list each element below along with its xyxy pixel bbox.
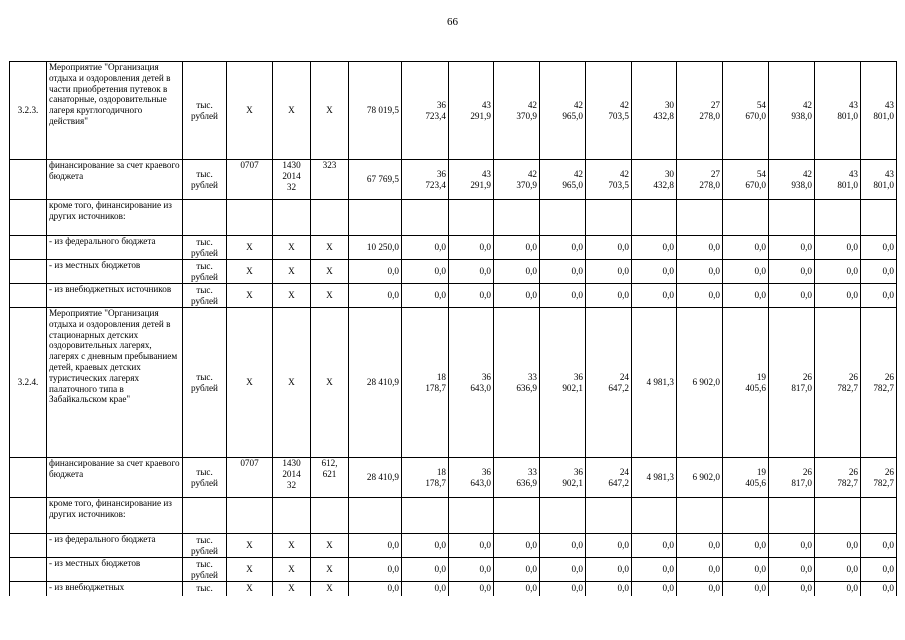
section-code-cell: X: [227, 582, 273, 596]
year-value-cell: 0,0: [494, 236, 540, 260]
year-value-cell: 0,0: [449, 260, 494, 284]
unit-cell: тыс. рублей: [183, 458, 227, 498]
year-value-cell: 18 178,7: [402, 308, 449, 458]
year-value-cell: 0,0: [861, 260, 897, 284]
year-value-cell: 26 782,7: [815, 458, 861, 498]
unit-cell: тыс. рублей: [183, 558, 227, 582]
expense-type-cell: 612, 621: [311, 458, 349, 498]
year-value-cell: 0,0: [494, 534, 540, 558]
year-value-cell: 0,0: [632, 558, 677, 582]
code-cell: [10, 582, 47, 596]
year-value-cell: [494, 498, 540, 534]
year-value-cell: 0,0: [449, 534, 494, 558]
year-value-cell: 0,0: [632, 582, 677, 596]
year-value-cell: 42 965,0: [540, 62, 586, 160]
target-article-cell: X: [273, 236, 311, 260]
year-value-cell: 42 703,5: [586, 62, 632, 160]
year-value-cell: 0,0: [494, 558, 540, 582]
year-value-cell: 43 291,9: [449, 160, 494, 200]
year-value-cell: 0,0: [769, 534, 815, 558]
year-value-cell: 0,0: [723, 284, 769, 308]
code-cell: [10, 534, 47, 558]
year-value-cell: 0,0: [402, 284, 449, 308]
year-value-cell: 33 636,9: [494, 458, 540, 498]
expense-type-cell: [311, 200, 349, 236]
year-value-cell: 0,0: [861, 236, 897, 260]
section-code-cell: X: [227, 62, 273, 160]
year-value-cell: 0,0: [402, 260, 449, 284]
year-value-cell: 0,0: [723, 534, 769, 558]
year-value-cell: 0,0: [586, 236, 632, 260]
name-cell: финансирование за счет краевого бюджета: [47, 458, 183, 498]
year-value-cell: 0,0: [586, 534, 632, 558]
year-value-cell: 0,0: [677, 260, 723, 284]
year-value-cell: 0,0: [769, 236, 815, 260]
year-value-cell: 0,0: [677, 236, 723, 260]
section-code-cell: [227, 498, 273, 534]
year-value-cell: 4 981,3: [632, 308, 677, 458]
year-value-cell: 43 801,0: [861, 62, 897, 160]
page-number: 66: [447, 16, 458, 28]
code-cell: [10, 558, 47, 582]
program-funding-table: [9, 61, 897, 596]
target-article-cell: X: [273, 62, 311, 160]
year-value-cell: 4 981,3: [632, 458, 677, 498]
year-value-cell: 33 636,9: [494, 308, 540, 458]
year-value-cell: [402, 498, 449, 534]
name-cell: - из местных бюджетов: [47, 260, 183, 284]
year-value-cell: 43 801,0: [815, 62, 861, 160]
unit-cell: тыс. рублей: [183, 308, 227, 458]
unit-cell: [183, 200, 227, 236]
year-value-cell: 0,0: [632, 260, 677, 284]
total-cell: 78 019,5: [349, 62, 402, 160]
total-cell: 0,0: [349, 582, 402, 596]
year-value-cell: 26 817,0: [769, 458, 815, 498]
year-value-cell: 0,0: [540, 284, 586, 308]
year-value-cell: 43 801,0: [861, 160, 897, 200]
year-value-cell: 0,0: [723, 558, 769, 582]
expense-type-cell: X: [311, 236, 349, 260]
year-value-cell: 0,0: [723, 236, 769, 260]
year-value-cell: 6 902,0: [677, 308, 723, 458]
section-code-cell: 0707: [227, 160, 273, 200]
year-value-cell: 0,0: [449, 236, 494, 260]
year-value-cell: 42 965,0: [540, 160, 586, 200]
year-value-cell: 0,0: [540, 260, 586, 284]
year-value-cell: 36 902,1: [540, 458, 586, 498]
year-value-cell: 36 643,0: [449, 458, 494, 498]
year-value-cell: 43 291,9: [449, 62, 494, 160]
year-value-cell: 0,0: [723, 260, 769, 284]
year-value-cell: 0,0: [769, 284, 815, 308]
table-row: [10, 458, 897, 498]
expense-type-cell: X: [311, 558, 349, 582]
name-cell: - из федерального бюджета: [47, 236, 183, 260]
year-value-cell: 0,0: [494, 260, 540, 284]
table-row: [10, 160, 897, 200]
year-value-cell: 0,0: [449, 558, 494, 582]
total-cell: 10 250,0: [349, 236, 402, 260]
table-row: [10, 582, 897, 596]
year-value-cell: 0,0: [815, 236, 861, 260]
table-row: [10, 308, 897, 458]
year-value-cell: 0,0: [586, 582, 632, 596]
unit-cell: тыс. рублей: [183, 284, 227, 308]
table-row: [10, 558, 897, 582]
year-value-cell: 0,0: [632, 284, 677, 308]
target-article-cell: X: [273, 558, 311, 582]
year-value-cell: 42 703,5: [586, 160, 632, 200]
year-value-cell: 54 670,0: [723, 62, 769, 160]
target-article-cell: X: [273, 284, 311, 308]
section-code-cell: 0707: [227, 458, 273, 498]
total-cell: 0,0: [349, 558, 402, 582]
year-value-cell: [449, 200, 494, 236]
year-value-cell: [540, 200, 586, 236]
year-value-cell: 0,0: [677, 284, 723, 308]
year-value-cell: [769, 200, 815, 236]
total-cell: 0,0: [349, 284, 402, 308]
total-cell: 28 410,9: [349, 308, 402, 458]
code-cell: [10, 160, 47, 200]
name-cell: кроме того, финансирование из других источников:: [47, 200, 183, 236]
year-value-cell: 6 902,0: [677, 458, 723, 498]
target-article-cell: X: [273, 534, 311, 558]
year-value-cell: 0,0: [494, 582, 540, 596]
year-value-cell: 0,0: [540, 582, 586, 596]
section-code-cell: X: [227, 308, 273, 458]
name-cell: кроме того, финансирование из других источников:: [47, 498, 183, 534]
code-cell: [10, 284, 47, 308]
table-row: [10, 534, 897, 558]
unit-cell: [183, 498, 227, 534]
section-code-cell: X: [227, 260, 273, 284]
target-article-cell: X: [273, 260, 311, 284]
expense-type-cell: X: [311, 260, 349, 284]
expense-type-cell: 323: [311, 160, 349, 200]
year-value-cell: 26 782,7: [815, 308, 861, 458]
year-value-cell: 0,0: [815, 582, 861, 596]
year-value-cell: 0,0: [586, 558, 632, 582]
section-code-cell: X: [227, 558, 273, 582]
target-article-cell: [273, 498, 311, 534]
year-value-cell: 26 817,0: [769, 308, 815, 458]
table-row: [10, 284, 897, 308]
total-cell: 0,0: [349, 260, 402, 284]
year-value-cell: 0,0: [815, 558, 861, 582]
year-value-cell: [586, 498, 632, 534]
year-value-cell: 30 432,8: [632, 160, 677, 200]
year-value-cell: 0,0: [815, 260, 861, 284]
year-value-cell: 0,0: [815, 284, 861, 308]
year-value-cell: 0,0: [494, 284, 540, 308]
year-value-cell: 0,0: [677, 582, 723, 596]
section-code-cell: X: [227, 236, 273, 260]
expense-type-cell: X: [311, 534, 349, 558]
year-value-cell: 0,0: [723, 582, 769, 596]
code-cell: [10, 200, 47, 236]
year-value-cell: [723, 200, 769, 236]
unit-cell: тыс. рублей: [183, 534, 227, 558]
year-value-cell: 0,0: [540, 236, 586, 260]
year-value-cell: 42 370,9: [494, 62, 540, 160]
year-value-cell: 26 782,7: [861, 308, 897, 458]
year-value-cell: [677, 498, 723, 534]
total-cell: 0,0: [349, 534, 402, 558]
year-value-cell: [769, 498, 815, 534]
year-value-cell: 0,0: [815, 534, 861, 558]
year-value-cell: [402, 200, 449, 236]
year-value-cell: 0,0: [861, 284, 897, 308]
year-value-cell: 36 723,4: [402, 62, 449, 160]
code-cell: [10, 236, 47, 260]
section-code-cell: X: [227, 284, 273, 308]
year-value-cell: [815, 200, 861, 236]
code-cell: [10, 498, 47, 534]
expense-type-cell: X: [311, 284, 349, 308]
year-value-cell: [632, 200, 677, 236]
table-row: [10, 498, 897, 534]
table-row: [10, 236, 897, 260]
year-value-cell: 0,0: [449, 284, 494, 308]
target-article-cell: 1430 2014 32: [273, 458, 311, 498]
year-value-cell: [494, 200, 540, 236]
year-value-cell: 0,0: [769, 582, 815, 596]
total-cell: 28 410,9: [349, 458, 402, 498]
year-value-cell: 42 938,0: [769, 160, 815, 200]
year-value-cell: 36 902,1: [540, 308, 586, 458]
total-cell: 67 769,5: [349, 160, 402, 200]
year-value-cell: 0,0: [632, 534, 677, 558]
section-code-cell: X: [227, 534, 273, 558]
year-value-cell: 0,0: [540, 558, 586, 582]
unit-cell: тыс. рублей: [183, 160, 227, 200]
name-cell: Мероприятие "Организация отдыха и оздоровления детей в стационарных детских оздоровительных лагерях, лагерях с дневным пребыванием детей, краевых детских туристических лагерях палаточного типа в Забайкальском крае": [47, 308, 183, 458]
section-code-cell: [227, 200, 273, 236]
unit-cell: тыс. рублей: [183, 62, 227, 160]
year-value-cell: 0,0: [861, 558, 897, 582]
year-value-cell: [449, 498, 494, 534]
year-value-cell: 0,0: [402, 582, 449, 596]
code-cell: 3.2.3.: [10, 62, 47, 160]
year-value-cell: [861, 200, 897, 236]
year-value-cell: [586, 200, 632, 236]
year-value-cell: 30 432,8: [632, 62, 677, 160]
year-value-cell: 18 178,7: [402, 458, 449, 498]
year-value-cell: 24 647,2: [586, 308, 632, 458]
year-value-cell: 0,0: [586, 260, 632, 284]
year-value-cell: 0,0: [861, 582, 897, 596]
year-value-cell: 0,0: [540, 534, 586, 558]
target-article-cell: X: [273, 582, 311, 596]
target-article-cell: 1430 2014 32: [273, 160, 311, 200]
year-value-cell: 0,0: [677, 558, 723, 582]
table-row: [10, 200, 897, 236]
target-article-cell: [273, 200, 311, 236]
unit-cell: тыс. рублей: [183, 236, 227, 260]
year-value-cell: 0,0: [402, 236, 449, 260]
year-value-cell: 54 670,0: [723, 160, 769, 200]
code-cell: [10, 458, 47, 498]
expense-type-cell: X: [311, 308, 349, 458]
year-value-cell: [815, 498, 861, 534]
target-article-cell: X: [273, 308, 311, 458]
year-value-cell: 42 938,0: [769, 62, 815, 160]
table-row: [10, 62, 897, 160]
year-value-cell: 24 647,2: [586, 458, 632, 498]
name-cell: Мероприятие "Организация отдыха и оздоровления детей в части приобретения путевок в санаторные, оздоровительные лагеря круглогодичного действия": [47, 62, 183, 160]
code-cell: [10, 260, 47, 284]
name-cell: - из местных бюджетов: [47, 558, 183, 582]
year-value-cell: 0,0: [769, 260, 815, 284]
year-value-cell: [723, 498, 769, 534]
year-value-cell: 0,0: [402, 534, 449, 558]
unit-cell: тыс. рублей: [183, 260, 227, 284]
total-cell: [349, 200, 402, 236]
expense-type-cell: X: [311, 582, 349, 596]
year-value-cell: 19 405,6: [723, 458, 769, 498]
table-row: [10, 260, 897, 284]
year-value-cell: 0,0: [677, 534, 723, 558]
code-cell: 3.2.4.: [10, 308, 47, 458]
year-value-cell: 0,0: [632, 236, 677, 260]
name-cell: - из внебюджетных: [47, 582, 183, 596]
year-value-cell: 42 370,9: [494, 160, 540, 200]
name-cell: - из федерального бюджета: [47, 534, 183, 558]
year-value-cell: 26 782,7: [861, 458, 897, 498]
year-value-cell: 19 405,6: [723, 308, 769, 458]
year-value-cell: [540, 498, 586, 534]
name-cell: - из внебюджетных источников: [47, 284, 183, 308]
year-value-cell: 27 278,0: [677, 160, 723, 200]
expense-type-cell: [311, 498, 349, 534]
year-value-cell: 0,0: [449, 582, 494, 596]
expense-type-cell: X: [311, 62, 349, 160]
year-value-cell: 36 643,0: [449, 308, 494, 458]
year-value-cell: [677, 200, 723, 236]
year-value-cell: 0,0: [861, 534, 897, 558]
total-cell: [349, 498, 402, 534]
year-value-cell: 0,0: [402, 558, 449, 582]
year-value-cell: [632, 498, 677, 534]
year-value-cell: 0,0: [769, 558, 815, 582]
unit-cell: тыс.: [183, 582, 227, 596]
year-value-cell: 0,0: [586, 284, 632, 308]
year-value-cell: 43 801,0: [815, 160, 861, 200]
name-cell: финансирование за счет краевого бюджета: [47, 160, 183, 200]
year-value-cell: 36 723,4: [402, 160, 449, 200]
year-value-cell: 27 278,0: [677, 62, 723, 160]
year-value-cell: [861, 498, 897, 534]
